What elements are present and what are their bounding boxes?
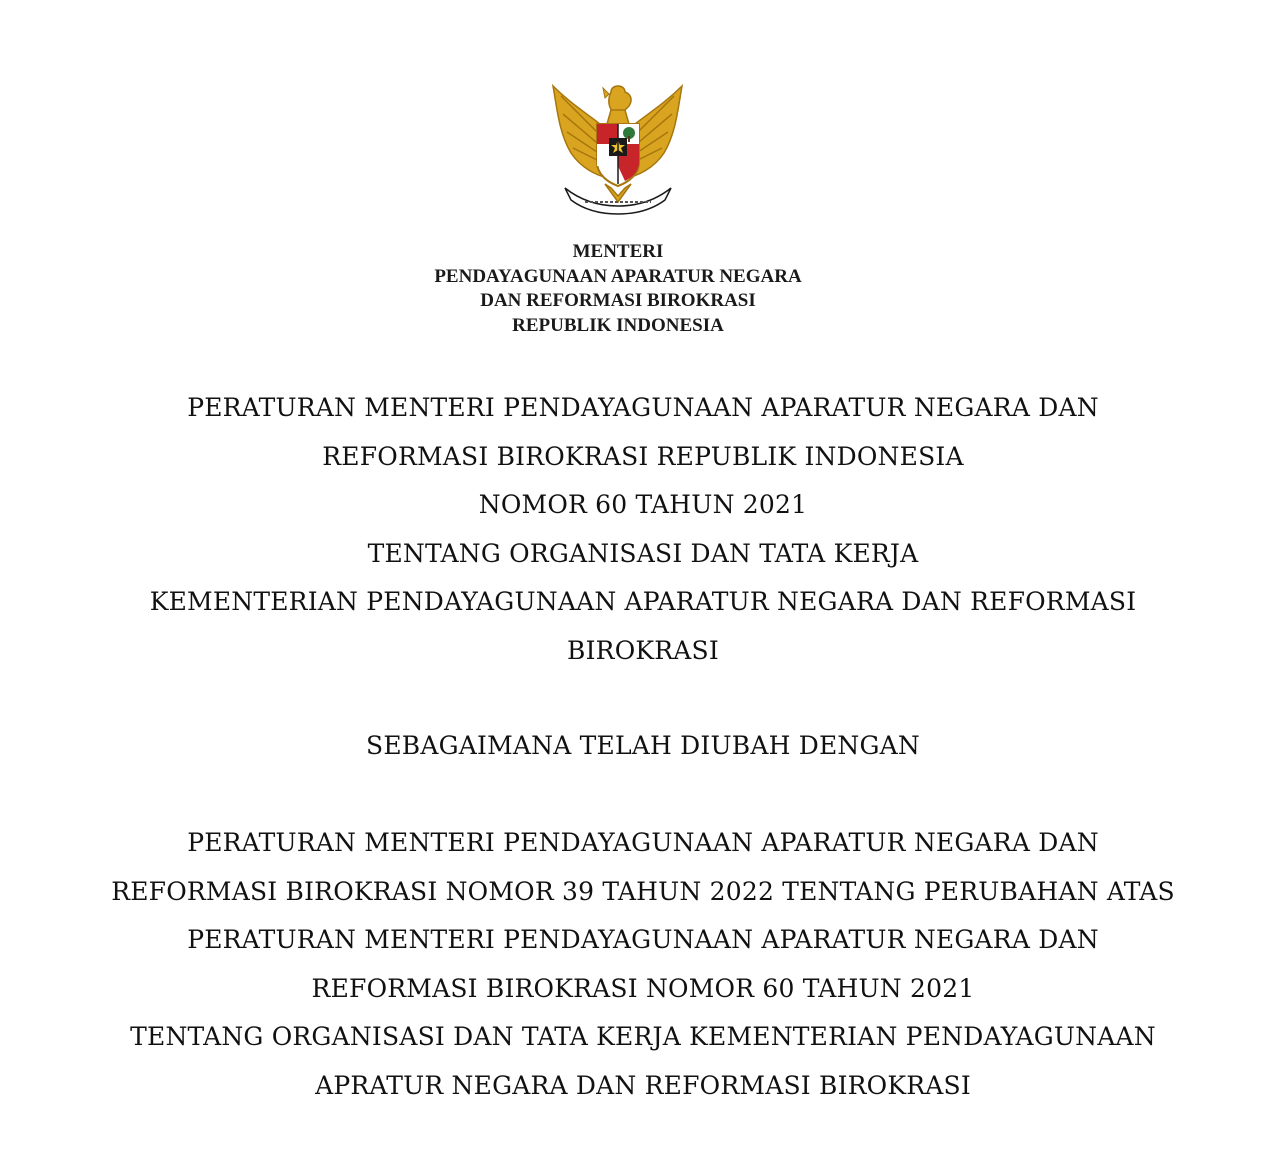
amendment-line-4: REFORMASI BIROKRASI NOMOR 60 TAHUN 2021 bbox=[311, 973, 975, 1003]
regulation-line-6: BIROKRASI bbox=[567, 635, 719, 665]
ministry-line-1: MENTERI bbox=[572, 241, 664, 262]
garuda-pancasila-emblem-icon bbox=[545, 78, 690, 218]
regulation-line-4: TENTANG ORGANISASI DAN TATA KERJA bbox=[367, 538, 919, 568]
regulation-line-2: REFORMASI BIROKRASI REPUBLIK INDONESIA bbox=[322, 441, 964, 471]
garuda-head bbox=[609, 86, 631, 112]
amended-by-heading bbox=[0, 722, 1286, 771]
amendment-title bbox=[0, 819, 1286, 1110]
ministry-line-2: PENDAYAGUNAAN APARATUR NEGARA bbox=[434, 265, 802, 287]
shield bbox=[597, 124, 639, 186]
regulation-line-3: NOMOR 60 TAHUN 2021 bbox=[478, 490, 808, 519]
regulation-line-5: KEMENTERIAN PENDAYAGUNAAN APARATUR NEGARA DAN REFORMASI bbox=[149, 587, 1137, 616]
amendment-line-6: APRATUR NEGARA DAN REFORMASI BIROKRASI bbox=[315, 1070, 971, 1100]
amendment-line-2: REFORMASI BIROKRASI NOMOR 39 TAHUN 2022 TENTANG PERUBAHAN ATAS bbox=[111, 876, 1175, 906]
amendment-line-1: PERATURAN MENTERI PENDAYAGUNAAN APARATUR NEGARA DAN bbox=[187, 828, 1099, 857]
ministry-header bbox=[400, 240, 836, 338]
regulation-line-1: PERATURAN MENTERI PENDAYAGUNAAN APARATUR NEGARA DAN bbox=[187, 393, 1099, 422]
ministry-line-3: DAN REFORMASI BIROKRASI bbox=[480, 290, 756, 311]
amendment-line-3: PERATURAN MENTERI PENDAYAGUNAAN APARATUR NEGARA DAN bbox=[187, 925, 1099, 954]
amendment-line-5: TENTANG ORGANISASI DAN TATA KERJA KEMENTERIAN PENDAYAGUNAAN bbox=[130, 1022, 1156, 1051]
ministry-line-4: REPUBLIK INDONESIA bbox=[512, 314, 724, 336]
amended-by-text: SEBAGAIMANA TELAH DIUBAH DENGAN bbox=[366, 731, 920, 760]
regulation-title bbox=[0, 384, 1286, 675]
